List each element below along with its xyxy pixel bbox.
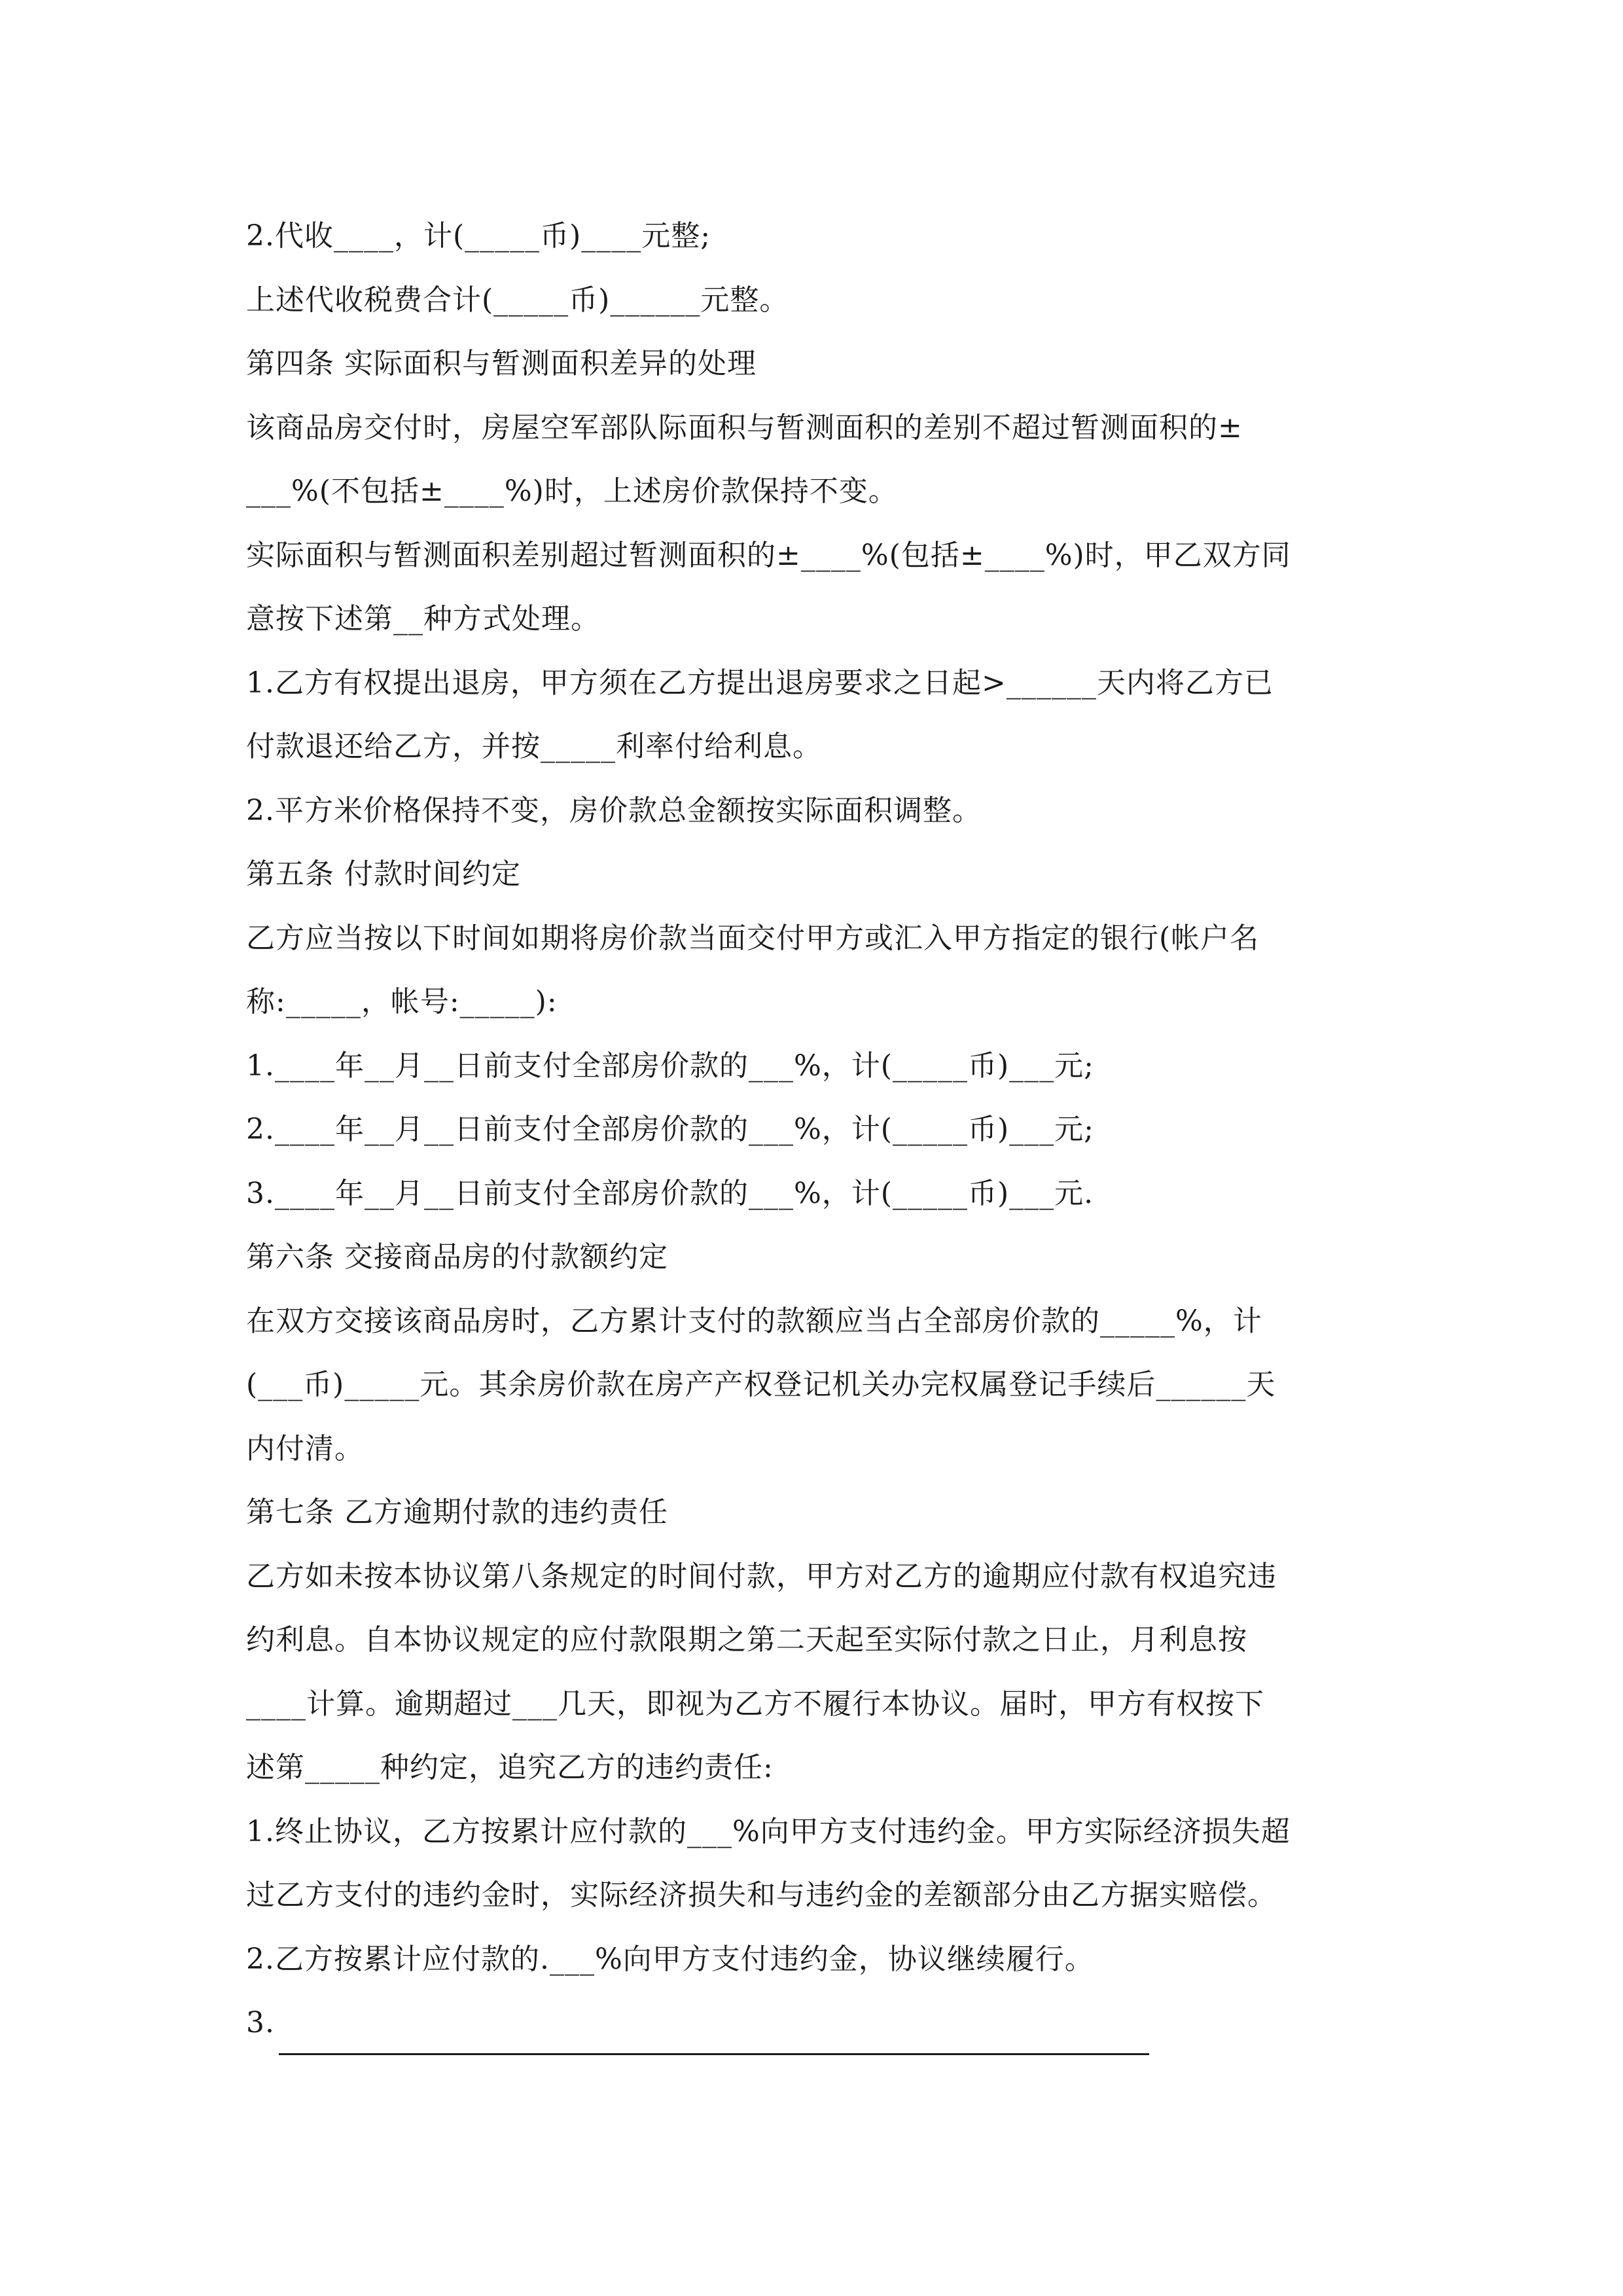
text-line-5: ___%(不包括±____%)时，上述房价款保持不变。 xyxy=(246,475,898,508)
text-line-14: 1.____年__月__日前支付全部房价款的___%，计(_____币)___元; xyxy=(246,1049,1094,1083)
text-line-16: 3.____年__月__日前支付全部房价款的___%，计(_____币)___元. xyxy=(246,1176,1094,1210)
text-line-9: 付款退还给乙方，并按_____利率付给利息。 xyxy=(246,730,822,763)
text-line-25: 述第_____种约定，追究乙方的违约责任: xyxy=(246,1751,774,1784)
item-3-blank-line xyxy=(246,1991,1391,2055)
text-line-18: 在双方交接该商品房时，乙方累计支付的款额应当占全部房价款的_____%，计 xyxy=(246,1304,1262,1338)
text-line-8: 1.乙方有权提出退房，甲方须在乙方提出退房要求之日起>______天内将乙方已 xyxy=(246,666,1274,700)
text-line-23: 约利息。自本协议规定的应付款限期之第二天起至实际付款之日止，月利息按 xyxy=(246,1623,1247,1657)
text-line-22: 乙方如未按本协议第八条规定的时间付款，甲方对乙方的逾期应付款有权追究违 xyxy=(246,1559,1277,1593)
blank-underline xyxy=(279,2014,1149,2055)
text-line-19: (___币)_____元。其余房价款在房产产权登记机关办完权属登记手续后______天 xyxy=(246,1368,1276,1401)
text-line-4: 该商品房交付时，房屋空军部队际面积与暂测面积的差别不超过暂测面积的± xyxy=(246,410,1243,444)
document-body xyxy=(246,204,1391,2055)
section-heading-7: 第七条 乙方逾期付款的违约责任 xyxy=(246,1496,668,1529)
text-line-13: 称:_____，帐号:_____): xyxy=(246,985,558,1018)
text-line-2: 上述代收税费合计(_____币)______元整。 xyxy=(246,283,789,317)
text-line-28: 2.乙方按累计应付款的.___%向甲方支付违约金，协议继续履行。 xyxy=(246,1942,1094,1976)
text-line-1: 2.代收____，计(_____币)____元整; xyxy=(246,219,711,253)
text-line-24: ____计算。逾期超过___几天，即视为乙方不履行本协议。届时，甲方有权按下 xyxy=(246,1687,1264,1721)
section-heading-6: 第六条 交接商品房的付款额约定 xyxy=(246,1240,668,1274)
text-line-6: 实际面积与暂测面积差别超过暂测面积的±____%(包括±____%)时，甲乙双方同 xyxy=(246,538,1291,572)
section-heading-5: 第五条 付款时间约定 xyxy=(246,857,521,891)
text-line-7: 意按下述第__种方式处理。 xyxy=(246,602,600,636)
text-line-15: 2.____年__月__日前支付全部房价款的___%，计(_____币)___元; xyxy=(246,1113,1094,1146)
text-line-26: 1.终止协议，乙方按累计应付款的___%向甲方支付违约金。甲方实际经济损失超 xyxy=(246,1814,1291,1848)
section-heading-4: 第四条 实际面积与暂测面积差异的处理 xyxy=(246,347,757,380)
text-line-27: 过乙方支付的违约金时，实际经济损失和与违约金的差额部分由乙方据实赔偿。 xyxy=(246,1878,1277,1912)
text-line-20: 内付清。 xyxy=(246,1431,364,1465)
item-3-number: 3. xyxy=(246,2006,275,2039)
text-line-10: 2.平方米价格保持不变，房价款总金额按实际面积调整。 xyxy=(246,793,982,827)
text-line-12: 乙方应当按以下时间如期将房价款当面交付甲方或汇入甲方指定的银行(帐户名 xyxy=(246,921,1260,955)
